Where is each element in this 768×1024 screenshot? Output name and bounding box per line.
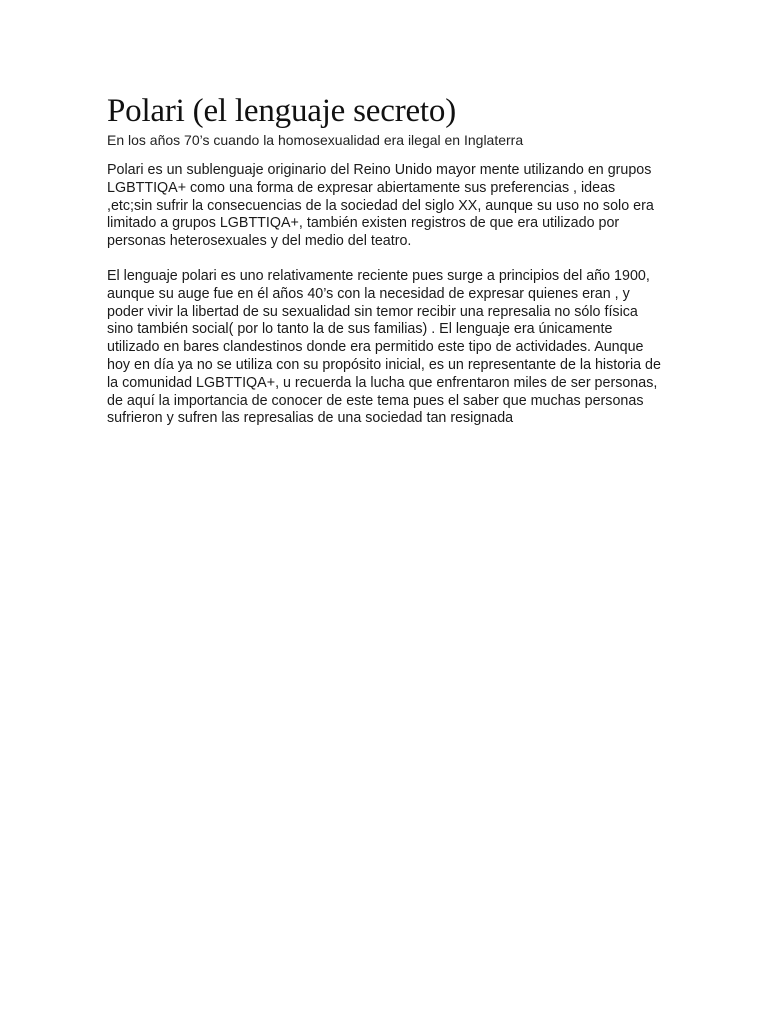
body-paragraph-2: El lenguaje polari es uno relativamente reciente pues surge a principios del año 1900, aunque su auge fue en él años 40’s con la necesidad de expresar quienes eran , y poder vivir la libertad de su sexualidad sin temor recibir una represalia no sólo física sino también social( por lo tanto la de sus familias) . El lenguaje era únicamente utilizado en bares clandestinos donde era permitido este tipo de actividades. Aunque hoy en día ya no se utiliza con su propósito inicial, es un representante de la historia de la comunidad LGBTTIQA+, u recuerda la lucha que enfrentaron miles de ser personas, de aquí la importancia de conocer de este tema pues el saber que muchas personas sufrieron y sufren las represalias de una sociedad tan resignada [107,267,661,427]
page-subtitle: En los años 70’s cuando la homosexualidad era ilegal en Inglaterra [107,132,524,148]
document-content [107,92,663,428]
body-paragraph-1: Polari es un sublenguaje originario del Reino Unido mayor mente utilizando en grupos LGBTTIQA+ como una forma de expresar abiertamente sus preferencias , ideas ,etc;sin sufrir la consecuencias de la sociedad del siglo XX, aunque su uso no solo era limitado a grupos LGBTTIQA+, también existen registros de que era utilizado por personas heterosexuales y del medio del teatro. [107,162,654,250]
page-title: Polari (el lenguaje secreto) [107,93,456,129]
